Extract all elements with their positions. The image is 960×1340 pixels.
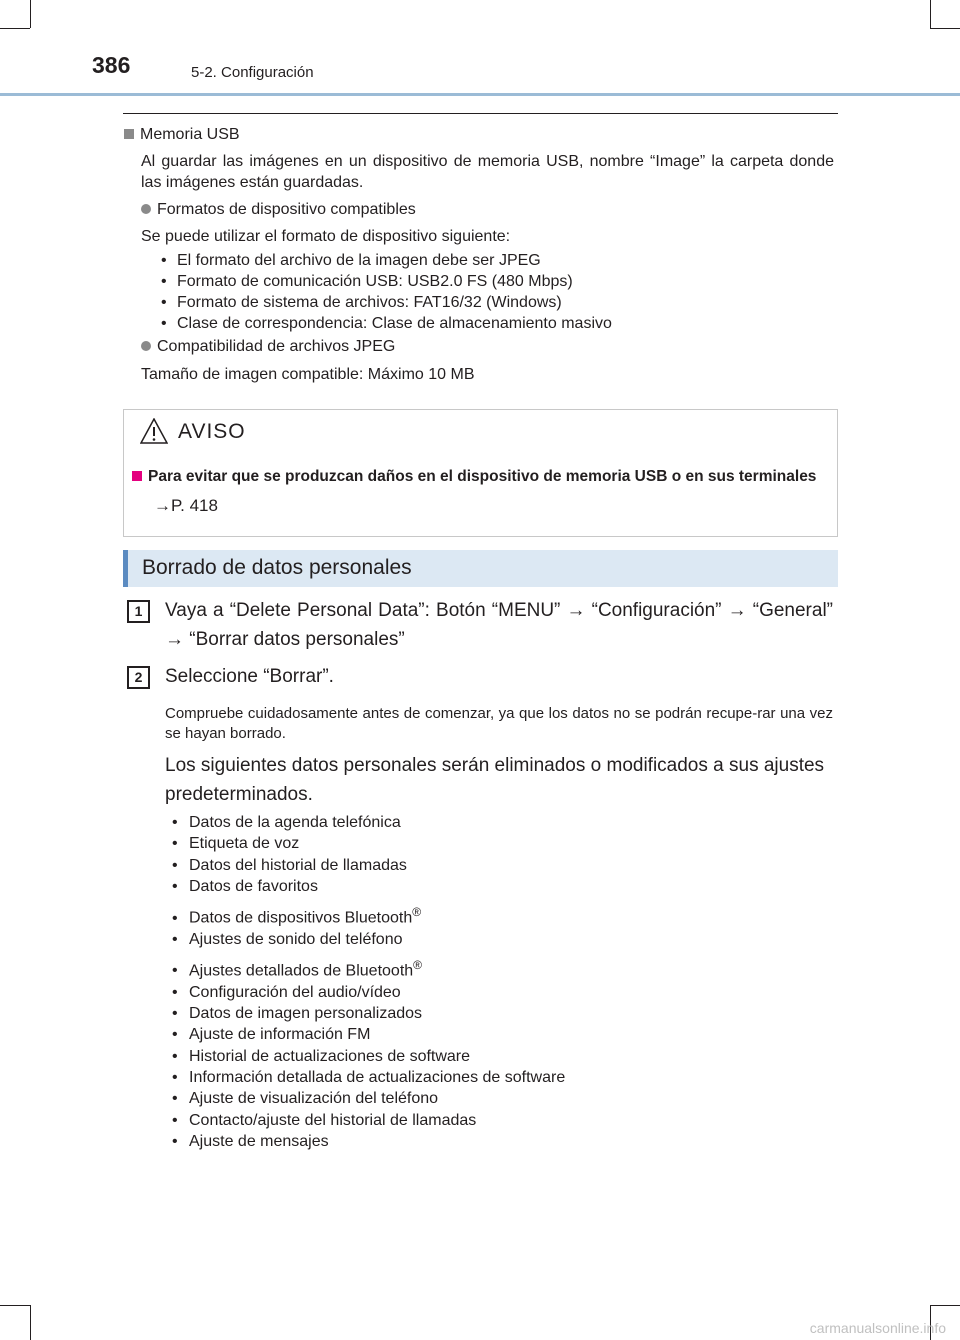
formats-heading: Formatos de dispositivo compatibles (124, 199, 834, 220)
step-2-text: Seleccione “Borrar”. (165, 666, 334, 687)
warning-text: Para evitar que se produzcan daños en el dispositivo de memoria USB o en sus terminales (132, 468, 816, 486)
header-divider (0, 93, 960, 96)
square-bullet-icon (132, 471, 142, 481)
warning-box (123, 409, 838, 537)
list-item: • Formato de sistema de archivos: FAT16/32 (Windows) (161, 292, 834, 313)
circle-bullet-icon (141, 204, 151, 214)
list-item: • Clase de correspondencia: Clase de almacenamiento masivo (161, 313, 834, 334)
jpeg-text: Tamaño de imagen compatible: Máximo 10 MB (141, 366, 475, 383)
usb-intro: Al guardar las imágenes en un dispositivo de memoria USB, nombre “Image” la carpeta donde las imágenes están guardadas. (141, 153, 834, 191)
crop-mark (0, 1305, 30, 1306)
list-item: • Datos del historial de llamadas (172, 855, 565, 876)
list-item: • Ajustes detallados de Bluetooth® (172, 955, 565, 982)
crop-mark (930, 28, 960, 29)
step-1-text: Vaya a “Delete Personal Data”: Botón “MENU” → “Configuración” → “General” → “Borrar datos personales” (165, 600, 833, 650)
warning-page-ref: →P. 418 (154, 496, 218, 515)
list-item: • El formato del archivo de la imagen debe ser JPEG (161, 250, 834, 271)
list-item: • Datos de favoritos (172, 876, 565, 897)
step-2-note: Compruebe cuidadosamente antes de comenzar, ya que los datos no se podrán recupe-rar una vez se hayan borrado. (165, 705, 833, 742)
step-number-2: 2 (127, 666, 150, 689)
list-item: • Configuración del audio/vídeo (172, 982, 565, 1003)
step-number-1: 1 (127, 600, 150, 623)
page-number: 386 (92, 52, 131, 78)
circle-bullet-icon (141, 341, 151, 351)
list-item: • Ajuste de información FM (172, 1024, 565, 1045)
square-bullet-icon (124, 129, 134, 139)
deleted-data-list (172, 812, 565, 1152)
list-item: • Ajuste de mensajes (172, 1131, 565, 1152)
crop-mark (30, 0, 31, 28)
list-item: • Ajuste de visualización del teléfono (172, 1088, 565, 1109)
content-divider (123, 113, 838, 114)
watermark: carmanualsonline.info (809, 1320, 946, 1336)
usb-heading: Memoria USB (124, 124, 834, 145)
crop-mark (930, 1305, 960, 1306)
section-title: 5-2. Configuración (191, 64, 314, 81)
list-item: • Ajustes de sonido del teléfono (172, 929, 565, 950)
list-item: • Información detallada de actualizaciones de software (172, 1067, 565, 1088)
list-item: • Etiqueta de voz (172, 833, 565, 854)
crop-mark (30, 1305, 31, 1340)
formats-list (124, 250, 834, 334)
list-item: • Historial de actualizaciones de software (172, 1046, 565, 1067)
section-heading-band (123, 550, 838, 587)
page-header (0, 52, 960, 92)
list-item: • Formato de comunicación USB: USB2.0 FS (480 Mbps) (161, 271, 834, 292)
usb-section (124, 124, 834, 385)
list-item: • Datos de dispositivos Bluetooth® (172, 902, 565, 929)
jpeg-heading: Compatibilidad de archivos JPEG (124, 336, 834, 357)
section-heading: Borrado de datos personales (142, 556, 412, 579)
list-item: • Datos de imagen personalizados (172, 1003, 565, 1024)
deleted-data-intro: Los siguientes datos personales serán eliminados o modificados a sus ajustes predeterminados. (165, 755, 825, 805)
list-item: • Contacto/ajuste del historial de llamadas (172, 1110, 565, 1131)
formats-intro: Se puede utilizar el formato de dispositivo siguiente: (141, 228, 511, 245)
crop-mark (930, 0, 931, 28)
crop-mark (0, 28, 30, 29)
list-item: • Datos de la agenda telefónica (172, 812, 565, 833)
warning-triangle-icon (140, 418, 168, 444)
warning-title: AVISO (178, 420, 246, 443)
